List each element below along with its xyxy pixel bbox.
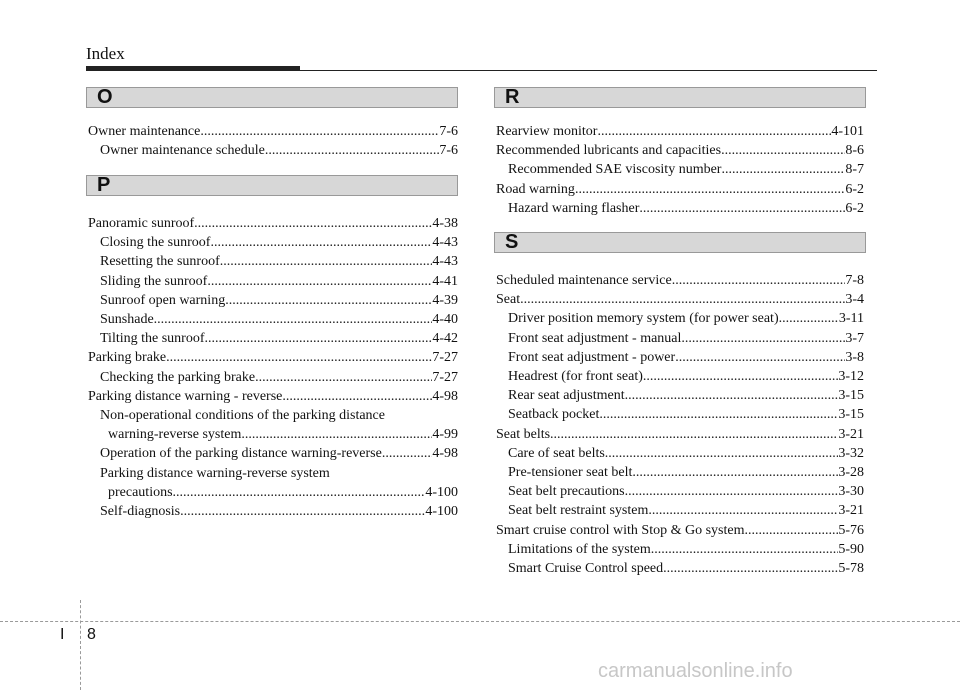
section-header-s [494, 232, 866, 253]
index-subentry: Front seat adjustment - manual ..... 3-7 [496, 329, 864, 348]
index-subentry: Front seat adjustment - power ..... 3-8 [496, 348, 864, 367]
header-rule-accent [86, 66, 300, 71]
index-list-o [88, 122, 458, 160]
footer-divider [0, 621, 960, 622]
index-subentry: Driver position memory system (for power seat) ..... 3-11 [496, 309, 864, 328]
index-subentry: Sliding the sunroof ..... 4-41 [88, 272, 458, 291]
index-subentry: Tilting the sunroof ..... 4-42 [88, 329, 458, 348]
index-entry: Parking distance warning - reverse ..... 4-98 [88, 387, 458, 406]
index-subentry: Sunshade ..... 4-40 [88, 310, 458, 329]
index-entry: Smart cruise control with Stop & Go system ..... 5-76 [496, 521, 864, 540]
watermark: carmanualsonline.info [598, 660, 793, 682]
index-entry: Road warning ..... 6-2 [496, 180, 864, 199]
index-subentry: Owner maintenance schedule ..... 7-6 [88, 141, 458, 160]
index-subentry-continued: precautions ..... 4-100 [88, 483, 458, 502]
index-subentry: Smart Cruise Control speed ..... 5-78 [496, 559, 864, 578]
index-subentry: Rear seat adjustment ..... 3-15 [496, 386, 864, 405]
index-subentry: Care of seat belts ..... 3-32 [496, 444, 864, 463]
index-subentry: Closing the sunroof ..... 4-43 [88, 233, 458, 252]
index-subentry: Non-operational conditions of the parking distance [100, 408, 385, 424]
index-subentry: Operation of the parking distance warning-reverse ..... 4-98 [88, 444, 458, 463]
index-list-s [496, 271, 864, 578]
footer-page-number: 8 [87, 626, 96, 643]
index-subentry: Parking distance warning-reverse system [100, 465, 330, 481]
index-subentry: Seat belt precautions ..... 3-30 [496, 482, 864, 501]
index-subentry: Pre-tensioner seat belt ..... 3-28 [496, 463, 864, 482]
index-entry: Parking brake ..... 7-27 [88, 348, 458, 367]
index-subentry: Seatback pocket ..... 3-15 [496, 405, 864, 424]
section-letter-s: S [505, 231, 519, 253]
index-entry: Panoramic sunroof ..... 4-38 [88, 214, 458, 233]
footer-section-label: I [60, 626, 65, 643]
section-letter-r: R [505, 86, 520, 108]
index-subentry: Seat belt restraint system ..... 3-21 [496, 501, 864, 520]
section-letter-o: O [97, 86, 113, 108]
index-entry: Recommended lubricants and capacities ..... 8-6 [496, 141, 864, 160]
index-subentry: Hazard warning flasher ..... 6-2 [496, 199, 864, 218]
index-entry: Owner maintenance ..... 7-6 [88, 122, 458, 141]
index-subentry: Sunroof open warning ..... 4-39 [88, 291, 458, 310]
index-subentry: Limitations of the system ..... 5-90 [496, 540, 864, 559]
section-header-o [86, 87, 458, 108]
index-entry: Seat belts ..... 3-21 [496, 425, 864, 444]
index-subentry: Recommended SAE viscosity number ..... 8-7 [496, 160, 864, 179]
index-subentry-continued: warning-reverse system ..... 4-99 [88, 425, 458, 444]
index-list-r [496, 122, 864, 218]
index-subentry: Headrest (for front seat) ..... 3-12 [496, 367, 864, 386]
index-list-p [88, 214, 458, 521]
section-header-p [86, 175, 458, 196]
index-subentry: Checking the parking brake ..... 7-27 [88, 368, 458, 387]
section-header-r [494, 87, 866, 108]
section-letter-p: P [97, 174, 111, 196]
index-entry: Scheduled maintenance service ..... 7-8 [496, 271, 864, 290]
page-header-title: Index [86, 44, 125, 63]
footer-divider-vertical [80, 600, 81, 690]
index-subentry: Self-diagnosis ..... 4-100 [88, 502, 458, 521]
index-subentry: Resetting the sunroof ..... 4-43 [88, 252, 458, 271]
index-entry: Rearview monitor ..... 4-101 [496, 122, 864, 141]
index-entry: Seat ..... 3-4 [496, 290, 864, 309]
